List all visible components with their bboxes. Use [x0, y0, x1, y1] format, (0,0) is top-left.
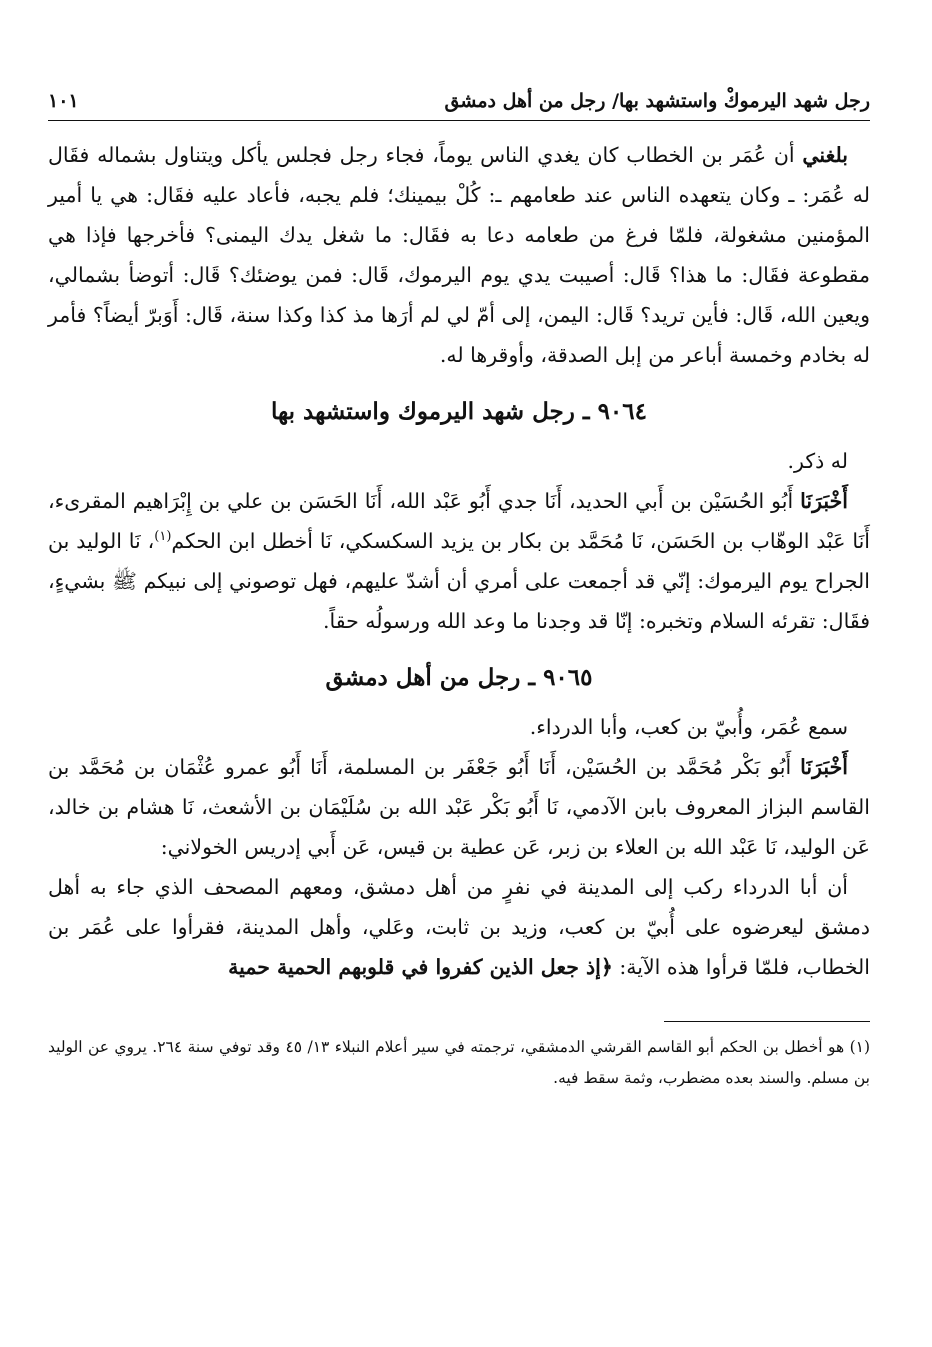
section-9064-paragraph: [48, 481, 870, 641]
section-9064-text-before-ref: أَبُو الحُسَيْن بن أَبي الحديد، أَنَا جدي أَبُو عَبْد الله، أَنَا الحَسَن بن علي بن إِبْرَاهيم المقرىء، أَنَا عَبْد الوهّاب بن الحَسَن، نَا مُحَمَّد بن بكار بن يزيد السكسكي، نَا أخطل ابن الحكم: [48, 489, 870, 553]
quran-verse: ﴿إذ جعل الذين كفروا في قلوبهم الحمية حمية: [228, 955, 613, 979]
intro-lead-word: بلغني: [802, 143, 848, 167]
section-9065-lead-word: أَخْبَرَنَا: [800, 755, 848, 779]
intro-text: أن عُمَر بن الخطاب كان يغدي الناس يوماً، فجاء رجل فجلس يأكل ويتناول بشماله فقَال له عُمَر: ـ وكان يتعهده الناس عند طعامهم ـ: كُلْ بيمينك؛ فلم يجبه، فأعاد عليه فقَال: هي يا أمير المؤمنين مشغولة، فلمّا فرغ من طعامه دعا به فقَال: ما شغل يدك اليمنى؟ فأخرجها فإذا هي مقطوعة فقَال: ما هذا؟ قَال: أصيبت يدي يوم اليرموك، قَال: فمن يوضئك؟ قَال: أتوضأ بشمالي، ويعين الله، قَال: فأين تريد؟ قَال: اليمن، إلى أمّ لي لم أرَها مذ كذا وكذا سنة، قَال: أَوَبرّ أيضاً؟ فأمر له بخادم وخمسة أباعر من إبل الصدقة، وأوقرها له.: [48, 143, 870, 367]
header-divider: [48, 120, 870, 121]
page-number: ١٠١: [48, 90, 79, 112]
section-9065-note: سمع عُمَر، وأُبيّ بن كعب، وأبا الدرداء.: [529, 715, 848, 739]
running-header: [48, 82, 870, 120]
section-9065-paragraph: [48, 747, 870, 867]
page-body: [48, 82, 870, 1094]
footnote: (١) هو أخطل بن الحكم أبو القاسم القرشي الدمشقي، ترجمته في سير أعلام النبلاء ١٣/ ٤٥ وقد توفي سنة ٢٦٤. يروي عن الوليد بن مسلم. والسند بعده مضطرب، وثمة سقط فيه.: [48, 1038, 871, 1087]
section-9064-text-after-ref: ، نَا الوليد بن الجراح يوم اليرموك: إنّي قد أجمعت على أمري أن أشدّ عليهم، فهل توصوني إلى نبيكم ﷺ بشيءٍ، فقَال: تقرئه السلام وتخبره: إنّا قد وجدنا ما وعد الله ورسولُه حقاً.: [48, 529, 870, 633]
section-9064-lead-word: أَخْبَرَنَا: [800, 489, 848, 513]
section-9065-heading: ٩٠٦٥ ـ رجل من أهل دمشق: [325, 664, 593, 691]
section-9065-story: [48, 867, 870, 987]
section-9065-text: أَبُو بَكْر مُحَمَّد بن الحُسَيْن، أَنَا أَبُو جَعْفَر بن المسلمة، أَنَا أَبُو عمرو عُثْمَان بن مُحَمَّد بن القاسم البزاز المعروف بابن الآدمي، نَا أَبُو بَكْر عَبْد الله بن سُلَيْمَان بن الأشعث، نَا هشام بن خالد، عَن الوليد، نَا عَبْد الله بن العلاء بن زبر، عَن عطية بن قيس، عَن أَبي إدريس الخولاني:: [48, 755, 870, 859]
running-title: رجل شهد اليرموكْ واستشهد بها/ رجل من أهل دمشق: [444, 90, 870, 112]
section-9065-story-text: أن أبا الدرداء ركب إلى المدينة في نفرٍ من أهل دمشق، ومعهم المصحف الذي جاء به أهل دمشق ليعرضوه على أُبيّ بن كعب، وزيد بن ثابت، وعَلي، وأهل المدينة، فقرأوا على عُمَر بن الخطاب، فلمّا قرأوا هذه الآية:: [48, 875, 870, 979]
section-9064-note: له ذكر.: [787, 449, 848, 473]
intro-paragraph: [48, 135, 870, 375]
footnote-reference[interactable]: (١): [154, 529, 172, 545]
footnote-divider: [664, 1021, 870, 1022]
section-9064-heading: ٩٠٦٤ ـ رجل شهد اليرموك واستشهد بها: [271, 398, 647, 425]
